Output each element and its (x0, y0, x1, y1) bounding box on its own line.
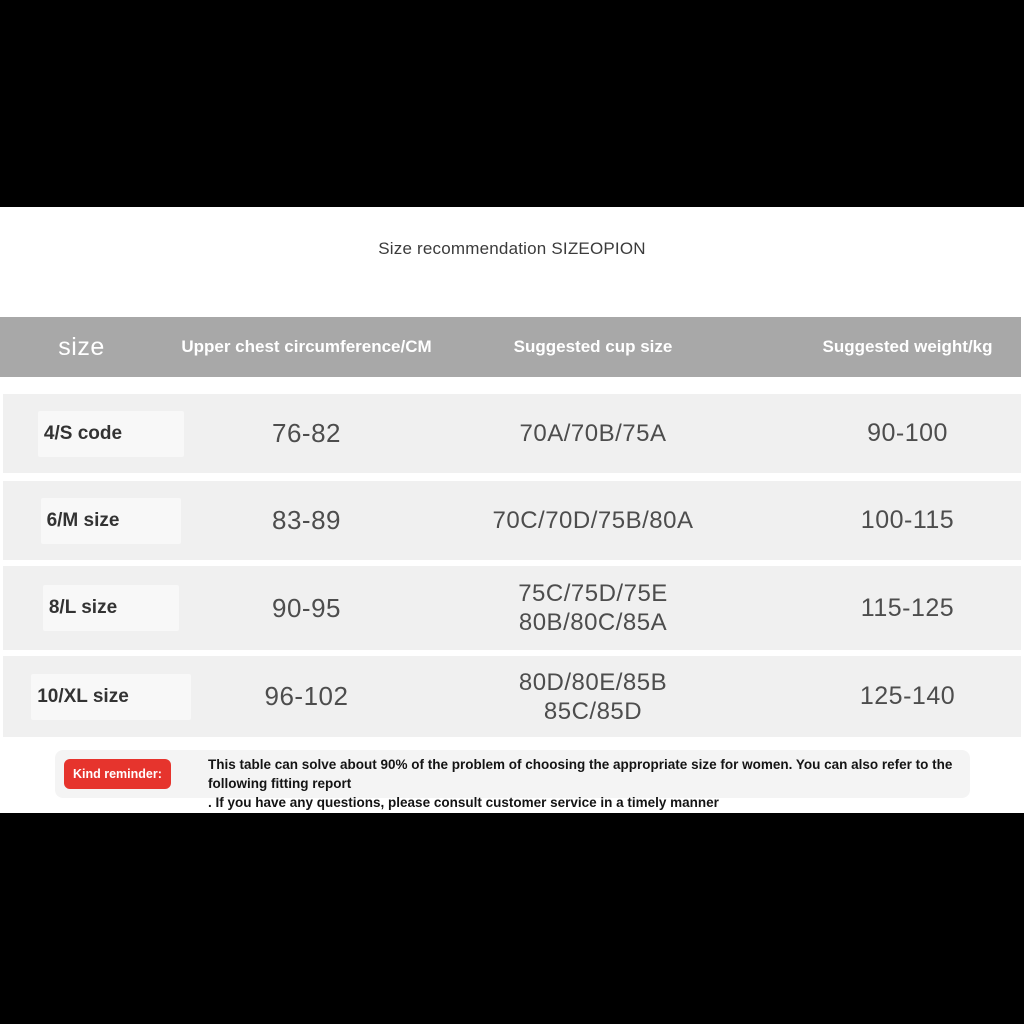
header-cell-size: size (58, 332, 105, 361)
cup-cell (450, 668, 736, 726)
cup-cell (450, 579, 736, 637)
size-table (0, 317, 1024, 737)
cup-line2: 80B/80C/85A (518, 609, 668, 636)
weight-cell: 90-100 (867, 419, 948, 447)
weight-cell: 100-115 (860, 506, 955, 534)
cup-cell (450, 419, 736, 448)
page-title: Size recommendation SIZEOPION (378, 239, 646, 258)
size-cell (3, 597, 163, 619)
table-row (3, 566, 1021, 650)
table-header-row (0, 317, 1021, 377)
reminder-text (208, 755, 958, 812)
size-label: 10/XL size (37, 685, 129, 707)
chest-cell: 90-95 (272, 592, 341, 623)
size-label: 8/L size (48, 597, 118, 618)
weight-cell: 115-125 (860, 593, 955, 622)
header-cell-weight: Suggested weight/kg (822, 337, 993, 356)
size-cell (3, 423, 163, 445)
weight-cell: 125-140 (859, 682, 956, 710)
kind-reminder-badge: Kind reminder: (64, 759, 171, 789)
size-chart-panel (0, 207, 1024, 813)
size-cell (3, 686, 163, 708)
size-label: 6/M size (46, 509, 120, 531)
chest-cell: 96-102 (264, 681, 349, 711)
chest-cell: 76-82 (272, 418, 341, 448)
size-label: 4/S code (43, 422, 123, 444)
cup-line1: 70A/70B/75A (519, 420, 667, 447)
header-cell-cup: Suggested cup size (513, 337, 673, 356)
table-row (3, 481, 1021, 560)
header-cell-chest: Upper chest circumference/CM (181, 337, 432, 356)
reminder-line2: . If you have any questions, please consult customer service in a timely manner (208, 795, 719, 810)
reminder-line1: This table can solve about 90% of the problem of choosing the appropriate size for women. You can also refer to the following fitting report (208, 757, 953, 791)
cup-line1: 80D/80E/85B (518, 668, 668, 696)
reminder-box (55, 750, 970, 810)
table-row (3, 394, 1021, 473)
cup-line1: 70C/70D/75B/80A (492, 507, 694, 534)
cup-cell (450, 506, 736, 535)
chest-cell: 83-89 (272, 505, 341, 535)
table-row (3, 656, 1021, 737)
size-cell (3, 510, 163, 532)
cup-line2: 85C/85D (543, 697, 643, 725)
cup-line1: 75C/75D/75E (518, 580, 668, 607)
